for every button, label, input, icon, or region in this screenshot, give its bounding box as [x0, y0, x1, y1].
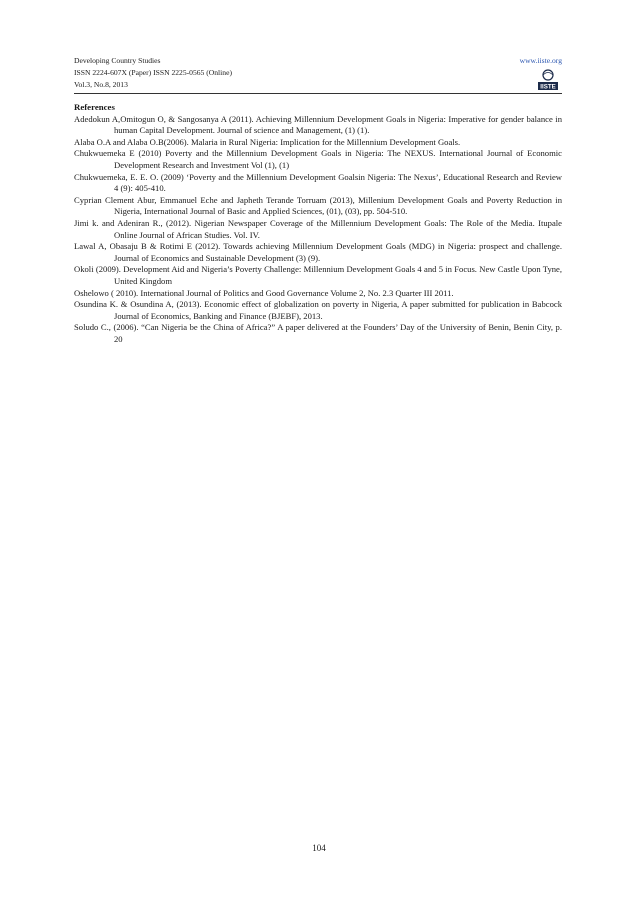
reference-item: Osundina K. & Osundina A, (2013). Economic effect of globalization on poverty in Nigeria, A paper submitted for publication in Babcock Journal of Economics, Banking and Finance (BJEBF), 2013. [74, 299, 562, 321]
page-header [74, 55, 562, 93]
journal-name: Developing Country Studies [74, 56, 161, 65]
reference-item: Okoli (2009). Development Aid and Nigeria’s Poverty Challenge: Millennium Development Goals 4 and 5 in Focus. New Castle Upon Tyne, United Kingdom [74, 264, 562, 286]
reference-item: Soludo C., (2006). “Can Nigeria be the China of Africa?” A paper delivered at the Founders’ Day of the University of Benin, Benin City, p. 20 [74, 322, 562, 344]
references-section [74, 102, 562, 345]
page-number: 104 [312, 843, 326, 853]
reference-item: Chukwuemeka E (2010) Poverty and the Millennium Development Goals in Nigeria: The NEXUS. International Journal of Economic Development Research and Investment Vol (1), (1) [74, 148, 562, 170]
iiste-logo-icon [537, 69, 559, 91]
reference-item: Adedokun A,Omitogun O, & Sangosanya A (2011). Achieving Millennium Development Goals in Nigeria: Imperative for gender balance in human Capital Development. Journal of science and Management, (1) (1). [74, 113, 562, 136]
journal-issn: ISSN 2224-607X (Paper) ISSN 2225-0565 (Online) [74, 68, 232, 77]
reference-item: Cyprian Clement Abur, Emmanuel Eche and Japheth Terande Torruam (2013), Millenium Development Goals and Poverty Reduction in Nigeria, International Journal of Basic and Applied Sciences, (01), (03), pp. 504-510. [74, 194, 562, 217]
journal-volume: Vol.3, No.8, 2013 [74, 80, 128, 89]
reference-item: Alaba O.A and Alaba O.B(2006). Malaria in Rural Nigeria: Implication for the Millennium Development Goals. [74, 136, 461, 147]
reference-item: Oshelowo ( 2010). International Journal of Politics and Good Governance Volume 2, No. 2.3 Quarter III 2011. [74, 287, 454, 298]
reference-item: Chukwuemeka, E. E. O. (2009) ‘Poverty and the Millennium Development Goalsin Nigeria: The Nexus’, Educational Research and Review 4 (9): 405-410. [74, 171, 562, 194]
reference-item: Jimi k. and Adeniran R., (2012). Nigerian Newspaper Coverage of the Millennium Development Goals: The Role of the Media. Itupale Online Journal of African Studies. Vol. IV. [74, 217, 562, 240]
header-rule [74, 93, 562, 94]
logo-text: IISTE [540, 83, 556, 91]
reference-item: Lawal A, Obasaju B & Rotimi E (2012). Towards achieving Millennium Development Goals (MDG) in Nigeria: prospect and challenge. Journal of Economics and Sustainable Development (3) (9). [74, 241, 562, 263]
website-link[interactable]: www.iiste.org [519, 56, 562, 65]
references-heading: References [74, 102, 115, 112]
